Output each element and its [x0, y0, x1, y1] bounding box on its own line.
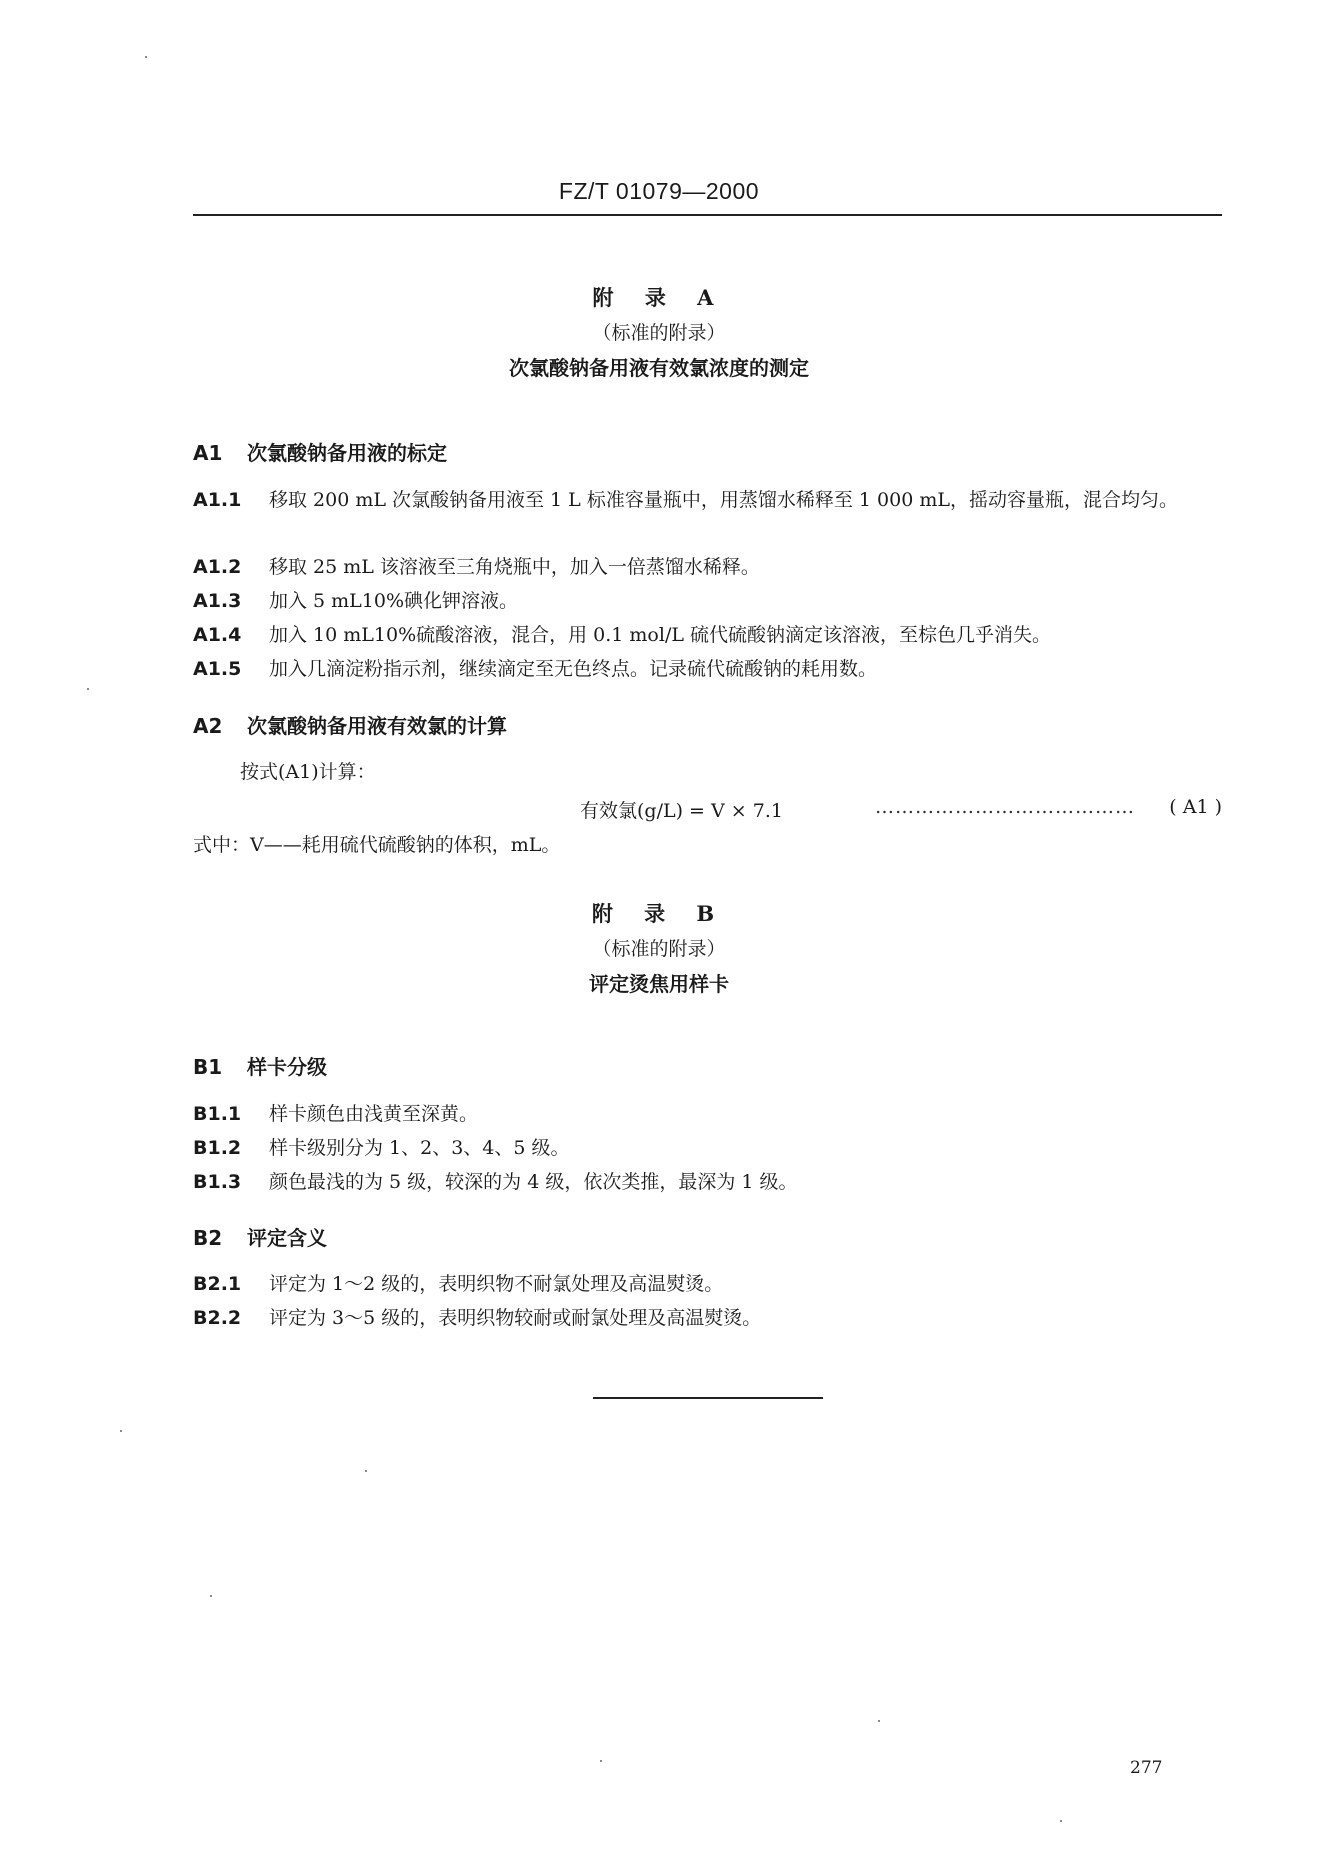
scan-speck — [878, 1720, 880, 1722]
appendix-a-subtitle: （标准的附录） — [592, 322, 726, 344]
clause-b2-1: B2.1 评定为 1～2 级的，表明织物不耐氯处理及高温熨烫。 — [193, 1273, 724, 1295]
clause-a1-2: A1.2 移取 25 mL 该溶液至三角烧瓶中，加入一倍蒸馏水稀释。 — [193, 556, 760, 578]
header-divider — [193, 214, 1222, 216]
appendix-b-title: 附 录 B — [591, 901, 727, 926]
section-heading-b2: B2 评定含义 — [193, 1226, 327, 1250]
formula-label: ( A1 ) — [1169, 796, 1222, 818]
appendix-b-name: 评定烫焦用样卡 — [589, 972, 729, 996]
appendix-b-subtitle: （标准的附录） — [592, 938, 726, 960]
section-heading-a2: A2 次氯酸钠备用液有效氯的计算 — [193, 714, 507, 738]
formula-leader-dots: ………………………………… — [875, 796, 1135, 818]
clause-b1-2: B1.2 样卡级别分为 1、2、3、4、5 级。 — [193, 1137, 570, 1159]
clause-b2-2: B2.2 评定为 3～5 级的，表明织物较耐或耐氯处理及高温熨烫。 — [193, 1307, 762, 1329]
scan-speck — [600, 1760, 602, 1762]
scan-speck — [120, 1430, 122, 1432]
formula-variable-definition: 式中：V——耗用硫代硫酸钠的体积，mL。 — [193, 834, 561, 856]
standard-code: FZ/T 01079—2000 — [558, 178, 760, 204]
clause-a1-1: A1.1 移取 200 mL 次氯酸钠备用液至 1 L 标准容量瓶中，用蒸馏水稀释至 1 000 mL，摇动容量瓶，混合均匀。 — [193, 489, 1178, 511]
page-number: 277 — [1130, 1758, 1163, 1778]
scan-speck — [210, 1595, 212, 1597]
clause-a1-5: A1.5 加入几滴淀粉指示剂，继续滴定至无色终点。记录硫代硫酸钠的耗用数。 — [193, 658, 878, 680]
formula-expression: 有效氯(g/L) = V × 7.1 — [580, 800, 783, 822]
formula-intro: 按式(A1)计算： — [240, 761, 376, 783]
clause-b1-3: B1.3 颜色最浅的为 5 级，较深的为 4 级，依次类推，最深为 1 级。 — [193, 1171, 798, 1193]
appendix-a-name: 次氯酸钠备用液有效氯浓度的测定 — [509, 356, 809, 380]
scan-speck — [145, 56, 147, 58]
section-heading-b1: B1 样卡分级 — [193, 1055, 327, 1079]
end-divider — [593, 1397, 823, 1399]
section-heading-a1: A1 次氯酸钠备用液的标定 — [193, 441, 447, 465]
scan-speck — [365, 1470, 367, 1472]
scan-speck — [1060, 1820, 1062, 1822]
appendix-a-title: 附 录 A — [592, 285, 726, 310]
clause-b1-1: B1.1 样卡颜色由浅黄至深黄。 — [193, 1103, 479, 1125]
clause-a1-4: A1.4 加入 10 mL10%硫酸溶液，混合，用 0.1 mol/L 硫代硫酸钠滴定该溶液，至棕色几乎消失。 — [193, 624, 1052, 646]
scan-speck — [87, 688, 89, 690]
clause-a1-3: A1.3 加入 5 mL10%碘化钾溶液。 — [193, 590, 519, 612]
